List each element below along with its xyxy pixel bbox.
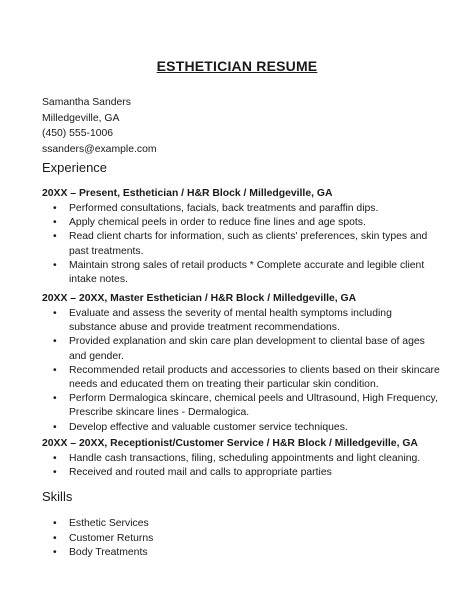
contact-block	[42, 95, 157, 157]
job-bullet: • Evaluate and assess the severity of mental health symptoms including substance abuse and provide treatment recommendations.	[42, 307, 442, 335]
job-bullet: • Perform Dermalogica skincare, chemical peels and Ultrasound, High Frequency, Prescribe skincare lines - Dermalogica.	[42, 392, 442, 420]
job-header: 20XX – 20XX, Receptionist/Customer Service / H&R Block / Milledgeville, GA	[42, 438, 418, 449]
contact-email: ssanders@example.com	[42, 143, 157, 155]
job-header: 20XX – Present, Esthetician / H&R Block / Milledgeville, GA	[42, 188, 333, 199]
contact-location: Milledgeville, GA	[42, 112, 120, 124]
skill-item: • Esthetic Services	[42, 517, 153, 532]
job-bullet: • Maintain strong sales of retail products * Complete accurate and legible client intake notes.	[42, 259, 442, 287]
job-bullet: • Recommended retail products and accessories to clients based on their skincare needs and educated them on treating their particular skin condition.	[42, 364, 442, 392]
job-entry	[42, 186, 442, 287]
experience-heading: Experience	[42, 160, 108, 175]
skill-item: • Body Treatments	[42, 546, 153, 561]
job-bullet-list	[42, 202, 442, 287]
contact-phone: (450) 555-1006	[42, 128, 114, 139]
job-entry	[42, 436, 442, 480]
resume-title: ESTHETICIAN RESUME	[156, 58, 318, 74]
job-bullet: • Performed consultations, facials, back treatments and paraffin dips.	[42, 202, 442, 216]
skill-item: • Customer Returns	[42, 532, 153, 547]
skills-heading: Skills	[42, 489, 73, 504]
skills-list	[42, 517, 153, 561]
job-bullet: • Provided explanation and skin care plan development to cliental base of ages and gender.	[42, 335, 442, 363]
job-bullet: • Handle cash transactions, filing, scheduling appointments and light cleaning.	[42, 452, 442, 466]
job-bullet: • Apply chemical peels in order to reduce fine lines and age spots.	[42, 216, 442, 230]
job-bullet-list	[42, 307, 442, 435]
job-bullet: • Received and routed mail and calls to appropriate parties	[42, 466, 442, 480]
job-header: 20XX – 20XX, Master Esthetician / H&R Block / Milledgeville, GA	[42, 293, 357, 304]
job-bullet-list	[42, 452, 442, 480]
job-bullet: • Read client charts for information, such as clients' preferences, skin types and past treatments.	[42, 230, 442, 258]
contact-name: Samantha Sanders	[42, 97, 131, 108]
job-bullet: • Develop effective and valuable customer service techniques.	[42, 421, 442, 435]
job-entry	[42, 291, 442, 435]
